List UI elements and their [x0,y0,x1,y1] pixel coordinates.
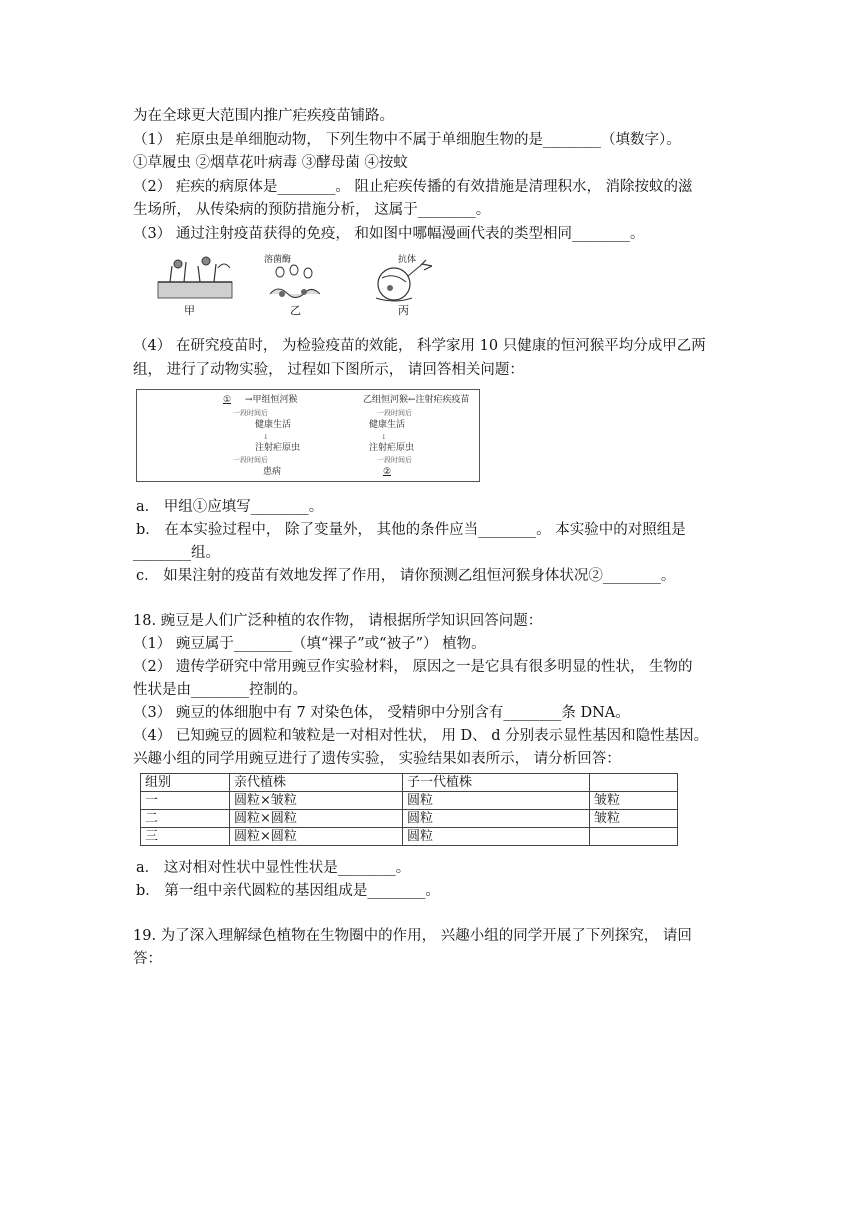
immunity-cartoons [150,252,450,318]
text-line: 答： [133,951,162,967]
text-line: 生场所， 从传染病的预防措施分析， 这属于________。 [133,202,491,218]
flow-left-step: 患病 [263,467,282,477]
cartoon-bing [362,258,442,306]
table-header-row [141,774,678,792]
table-cell: 圆粒×圆粒 [230,810,403,828]
table-cell [590,828,678,846]
text-line: b． 第一组中亲代圆粒的基因组成是________。 [136,883,440,899]
table-row [141,792,678,810]
text-line: ①草履虫 ②烟草花叶病毒 ③酵母菌 ④按蚊 [133,155,408,171]
table-header-cell [590,774,678,792]
table-row [141,810,678,828]
text-line: （3） 通过注射疫苗获得的免疫， 和如图中哪幅漫画代表的类型相同________。 [133,226,645,242]
flow-left-blank: ① [223,395,232,405]
table-cell: 圆粒 [403,828,590,846]
text-line: 19. 为了深入理解绿色植物在生物圈中的作用， 兴趣小组的同学开展了下列探究， 请回 [133,928,692,944]
flow-left-step: 健康生活 [255,420,292,430]
table-cell: 二 [141,810,230,828]
text-line: 性状是由________控制的。 [133,682,307,698]
table-cell: 圆粒×圆粒 [230,828,403,846]
caption-yi: 乙 [290,304,301,317]
flow-left-step: 注射疟原虫 [255,443,301,453]
flow-right-step: 健康生活 [369,420,406,430]
flow-right-step: 注射疟原虫 [369,443,415,453]
flow-left-step: 一段时间后 [233,409,268,417]
flow-right-step: 一段时间后 [377,456,412,464]
table-cell: 皱粒 [590,810,678,828]
table-cell: 圆粒 [403,792,590,810]
cartoon-jia [156,254,236,304]
text-line: （2） 疟疾的病原体是________。 阻止疟疾传播的有效措施是清理积水， 消除按蚊的滋 [133,179,693,195]
caption-bing: 丙 [398,304,409,317]
text-line: 18. 豌豆是人们广泛种植的农作物， 请根据所学知识回答问题： [133,613,543,629]
flow-left-step: 一段时间后 [233,456,268,464]
text-line: （4） 在研究疫苗时， 为检验疫苗的效能， 科学家用 10 只健康的恒河猴平均分成甲乙两 [133,338,706,354]
cartoon-yi [260,264,330,304]
table-header-cell: 组别 [141,774,230,792]
flow-right-blank: ② [383,467,392,477]
text-line: （4） 已知豌豆的圆粒和皱粒是一对相对性状， 用 D、 d 分别表示显性基因和隐性基因。 [133,728,709,744]
genetics-results-table [140,773,678,846]
caption-jia: 甲 [184,304,195,317]
table-cell: 皱粒 [590,792,678,810]
table-header-cell: 亲代植株 [230,774,403,792]
text-line: 兴趣小组的同学用豌豆进行了遗传实验， 实验结果如表所示， 请分析回答： [133,751,621,767]
text-line: （2） 遗传学研究中常用豌豆作实验材料， 原因之一是它具有很多明显的性状， 生物的 [133,659,693,675]
flow-left-head: →甲组恒河猴 [245,395,298,405]
text-line: a． 这对相对性状中显性性状是________。 [136,860,411,876]
table-cell: 圆粒×皱粒 [230,792,403,810]
label-antibody: 抗体 [398,255,417,265]
table-cell: 一 [141,792,230,810]
text-line: （1） 疟原虫是单细胞动物， 下列生物中不属于单细胞生物的是________（填数字）。 [133,132,681,148]
experiment-flow-diagram [136,389,480,482]
text-line: （1） 豌豆属于________（填“裸子”或“被子”） 植物。 [133,636,486,652]
table-header-cell: 子一代植株 [403,774,590,792]
label-lysozyme: 溶菌酶 [264,255,292,265]
flow-arrow: ↓ [263,433,269,441]
text-line: 为在全球更大范围内推广疟疾疫苗铺路。 [133,108,394,124]
text-line: ________组。 [133,545,220,561]
text-line: （3） 豌豆的体细胞中有 7 对染色体， 受精卵中分别含有________条 DNA。 [133,705,630,721]
text-line: c． 如果注射的疫苗有效地发挥了作用， 请你预测乙组恒河猴身体状况②________。 [136,568,676,584]
table-row [141,828,678,846]
text-line: a． 甲组①应填写________。 [136,499,324,515]
flow-right-step: 一段时间后 [377,409,412,417]
flow-right-head: 乙组恒河猴←注射疟疾疫苗 [363,395,470,405]
text-line: b． 在本实验过程中， 除了变量外， 其他的条件应当________。 本实验中的对照组是 [136,522,686,538]
text-line: 组， 进行了动物实验， 过程如下图所示， 请回答相关问题： [133,362,524,378]
flow-arrow: ↓ [381,433,387,441]
table-cell: 圆粒 [403,810,590,828]
table-cell: 三 [141,828,230,846]
